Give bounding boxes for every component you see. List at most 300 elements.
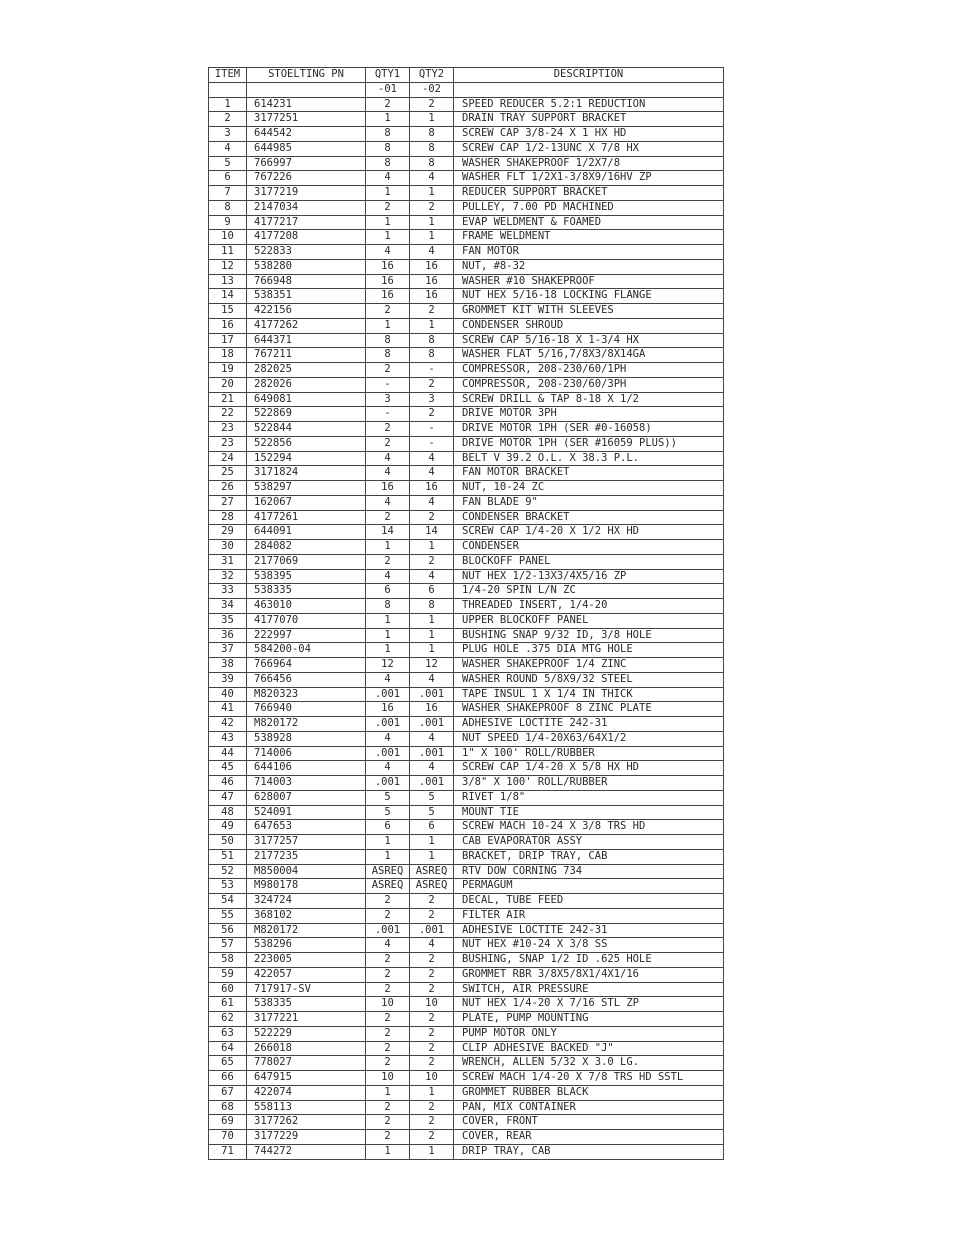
parts-list-table: [208, 67, 724, 1160]
cell-stoelting-pn: 524091: [247, 805, 366, 820]
cell-stoelting-pn: 714006: [247, 746, 366, 761]
cell-qty2: 2: [410, 377, 454, 392]
cell-description: CLIP ADHESIVE BACKED "J": [454, 1041, 724, 1056]
cell-item: 22: [209, 407, 247, 422]
cell-qty1: 16: [366, 259, 410, 274]
cell-item: 36: [209, 628, 247, 643]
cell-qty2: -: [410, 363, 454, 378]
cell-description: DRIP TRAY, CAB: [454, 1144, 724, 1159]
cell-qty2: 8: [410, 348, 454, 363]
cell-description: NUT HEX #10-24 X 3/8 SS: [454, 938, 724, 953]
cell-qty1: 2: [366, 554, 410, 569]
cell-qty2: .001: [410, 776, 454, 791]
cell-item: 34: [209, 599, 247, 614]
cell-description: COVER, REAR: [454, 1130, 724, 1145]
cell-qty1: 1: [366, 643, 410, 658]
table-row: [209, 953, 724, 968]
cell-qty1: 16: [366, 274, 410, 289]
cell-item: 21: [209, 392, 247, 407]
cell-item: 45: [209, 761, 247, 776]
cell-stoelting-pn: 767211: [247, 348, 366, 363]
cell-qty1: .001: [366, 687, 410, 702]
cell-item: 3: [209, 127, 247, 142]
cell-qty2: 8: [410, 333, 454, 348]
cell-qty2: 1: [410, 540, 454, 555]
cell-item: 40: [209, 687, 247, 702]
cell-qty2: .001: [410, 923, 454, 938]
cell-qty2: 1: [410, 643, 454, 658]
cell-stoelting-pn: 422057: [247, 967, 366, 982]
cell-qty2: -: [410, 422, 454, 437]
cell-qty1: 1: [366, 230, 410, 245]
table-row: [209, 1071, 724, 1086]
cell-item: 15: [209, 304, 247, 319]
cell-item: 18: [209, 348, 247, 363]
cell-stoelting-pn: 3177251: [247, 112, 366, 127]
cell-qty1: 2: [366, 1130, 410, 1145]
cell-qty2: 1: [410, 112, 454, 127]
table-row: [209, 584, 724, 599]
cell-item: 52: [209, 864, 247, 879]
cell-description: CONDENSER: [454, 540, 724, 555]
parts-table-body: [209, 97, 724, 1159]
cell-stoelting-pn: 766964: [247, 658, 366, 673]
cell-description: WASHER FLT 1/2X1-3/8X9/16HV ZP: [454, 171, 724, 186]
table-row: [209, 392, 724, 407]
cell-qty2: 1: [410, 835, 454, 850]
cell-item: 5: [209, 156, 247, 171]
cell-qty1: 8: [366, 348, 410, 363]
cell-item: 31: [209, 554, 247, 569]
cell-stoelting-pn: 649081: [247, 392, 366, 407]
cell-qty2: 16: [410, 259, 454, 274]
table-row: [209, 377, 724, 392]
cell-qty1: 6: [366, 584, 410, 599]
cell-qty2: 2: [410, 554, 454, 569]
cell-stoelting-pn: 2147034: [247, 200, 366, 215]
cell-qty1: 2: [366, 982, 410, 997]
cell-qty1: 4: [366, 761, 410, 776]
header-item: ITEM: [209, 68, 247, 83]
cell-qty1: 4: [366, 245, 410, 260]
cell-item: 10: [209, 230, 247, 245]
cell-qty1: 2: [366, 1115, 410, 1130]
cell-description: WASHER SHAKEPROOF 1/4 ZINC: [454, 658, 724, 673]
cell-description: GROMMET RBR 3/8X5/8X1/4X1/16: [454, 967, 724, 982]
cell-stoelting-pn: 538280: [247, 259, 366, 274]
cell-description: PERMAGUM: [454, 879, 724, 894]
cell-qty1: .001: [366, 717, 410, 732]
table-row: [209, 200, 724, 215]
cell-qty2: 2: [410, 510, 454, 525]
cell-item: 62: [209, 1012, 247, 1027]
cell-qty1: 5: [366, 805, 410, 820]
cell-description: SWITCH, AIR PRESSURE: [454, 982, 724, 997]
table-row: [209, 348, 724, 363]
table-row: [209, 304, 724, 319]
cell-stoelting-pn: 538335: [247, 997, 366, 1012]
cell-qty1: 2: [366, 510, 410, 525]
cell-qty2: 2: [410, 97, 454, 112]
cell-item: 13: [209, 274, 247, 289]
table-row: [209, 451, 724, 466]
cell-stoelting-pn: M820323: [247, 687, 366, 702]
cell-stoelting-pn: 714003: [247, 776, 366, 791]
cell-description: GROMMET RUBBER BLACK: [454, 1085, 724, 1100]
cell-description: PLATE, PUMP MOUNTING: [454, 1012, 724, 1027]
cell-qty1: -: [366, 407, 410, 422]
cell-description: FAN MOTOR BRACKET: [454, 466, 724, 481]
table-row: [209, 761, 724, 776]
cell-description: 1" X 100' ROLL/RUBBER: [454, 746, 724, 761]
cell-stoelting-pn: 4177217: [247, 215, 366, 230]
cell-item: 28: [209, 510, 247, 525]
cell-qty1: 5: [366, 790, 410, 805]
cell-qty2: 2: [410, 1056, 454, 1071]
cell-stoelting-pn: 2177235: [247, 849, 366, 864]
table-row: [209, 1056, 724, 1071]
cell-item: 57: [209, 938, 247, 953]
cell-stoelting-pn: 522856: [247, 436, 366, 451]
subheader-item-empty: [209, 82, 247, 97]
table-row: [209, 613, 724, 628]
cell-qty1: 1: [366, 849, 410, 864]
cell-qty1: 2: [366, 1056, 410, 1071]
cell-qty1: 2: [366, 200, 410, 215]
table-row: [209, 894, 724, 909]
cell-qty2: 1: [410, 1085, 454, 1100]
cell-qty2: 5: [410, 790, 454, 805]
table-row: [209, 1144, 724, 1159]
table-row: [209, 746, 724, 761]
cell-stoelting-pn: M850004: [247, 864, 366, 879]
cell-qty1: .001: [366, 746, 410, 761]
cell-description: WASHER #10 SHAKEPROOF: [454, 274, 724, 289]
header-qty2: QTY2: [410, 68, 454, 83]
cell-qty2: 2: [410, 304, 454, 319]
cell-qty2: 6: [410, 820, 454, 835]
cell-qty1: 10: [366, 997, 410, 1012]
cell-stoelting-pn: 3177262: [247, 1115, 366, 1130]
cell-qty2: 1: [410, 318, 454, 333]
cell-item: 66: [209, 1071, 247, 1086]
cell-qty1: 2: [366, 1012, 410, 1027]
cell-item: 46: [209, 776, 247, 791]
cell-description: 1/4-20 SPIN L/N ZC: [454, 584, 724, 599]
cell-item: 63: [209, 1026, 247, 1041]
table-row: [209, 525, 724, 540]
cell-stoelting-pn: 538297: [247, 481, 366, 496]
table-row: [209, 687, 724, 702]
cell-qty1: 2: [366, 304, 410, 319]
cell-qty2: 4: [410, 731, 454, 746]
cell-description: WASHER FLAT 5/16,7/8X3/8X14GA: [454, 348, 724, 363]
table-row: [209, 864, 724, 879]
cell-description: DECAL, TUBE FEED: [454, 894, 724, 909]
cell-item: 27: [209, 495, 247, 510]
cell-stoelting-pn: 767226: [247, 171, 366, 186]
cell-description: WASHER ROUND 5/8X9/32 STEEL: [454, 672, 724, 687]
cell-qty1: 1: [366, 835, 410, 850]
cell-stoelting-pn: 4177261: [247, 510, 366, 525]
cell-stoelting-pn: 522869: [247, 407, 366, 422]
subheader-pn-empty: [247, 82, 366, 97]
cell-stoelting-pn: 778027: [247, 1056, 366, 1071]
table-row: [209, 1026, 724, 1041]
cell-qty2: 8: [410, 141, 454, 156]
cell-item: 2: [209, 112, 247, 127]
cell-item: 55: [209, 908, 247, 923]
cell-description: BUSHING, SNAP 1/2 ID .625 HOLE: [454, 953, 724, 968]
table-row: [209, 835, 724, 850]
cell-qty2: 2: [410, 200, 454, 215]
cell-item: 37: [209, 643, 247, 658]
cell-qty1: 4: [366, 731, 410, 746]
cell-description: RTV DOW CORNING 734: [454, 864, 724, 879]
cell-item: 38: [209, 658, 247, 673]
cell-qty1: 2: [366, 1041, 410, 1056]
cell-qty2: 2: [410, 982, 454, 997]
header-description: DESCRIPTION: [454, 68, 724, 83]
table-row: [209, 717, 724, 732]
cell-qty2: 12: [410, 658, 454, 673]
cell-qty1: 12: [366, 658, 410, 673]
cell-item: 68: [209, 1100, 247, 1115]
cell-description: PAN, MIX CONTAINER: [454, 1100, 724, 1115]
cell-qty2: 6: [410, 584, 454, 599]
cell-stoelting-pn: 2177069: [247, 554, 366, 569]
cell-description: GROMMET KIT WITH SLEEVES: [454, 304, 724, 319]
cell-description: PUMP MOTOR ONLY: [454, 1026, 724, 1041]
cell-stoelting-pn: 644371: [247, 333, 366, 348]
table-row: [209, 540, 724, 555]
cell-qty2: 4: [410, 938, 454, 953]
cell-stoelting-pn: 766456: [247, 672, 366, 687]
cell-item: 23: [209, 422, 247, 437]
cell-description: SCREW MACH 10-24 X 3/8 TRS HD: [454, 820, 724, 835]
cell-description: FRAME WELDMENT: [454, 230, 724, 245]
cell-description: DRIVE MOTOR 3PH: [454, 407, 724, 422]
table-row: [209, 702, 724, 717]
cell-item: 23: [209, 436, 247, 451]
cell-item: 43: [209, 731, 247, 746]
subheader-description-empty: [454, 82, 724, 97]
cell-qty1: 2: [366, 1100, 410, 1115]
table-row: [209, 466, 724, 481]
cell-qty1: 10: [366, 1071, 410, 1086]
table-row: [209, 938, 724, 953]
cell-stoelting-pn: 522229: [247, 1026, 366, 1041]
cell-stoelting-pn: 3171824: [247, 466, 366, 481]
cell-qty2: 4: [410, 672, 454, 687]
cell-qty1: 14: [366, 525, 410, 540]
cell-qty1: .001: [366, 923, 410, 938]
cell-qty2: 2: [410, 1115, 454, 1130]
table-row: [209, 156, 724, 171]
cell-qty2: 4: [410, 569, 454, 584]
cell-qty1: 4: [366, 451, 410, 466]
cell-qty1: 3: [366, 392, 410, 407]
cell-item: 47: [209, 790, 247, 805]
cell-description: DRAIN TRAY SUPPORT BRACKET: [454, 112, 724, 127]
cell-qty2: 1: [410, 230, 454, 245]
cell-item: 24: [209, 451, 247, 466]
cell-stoelting-pn: 222997: [247, 628, 366, 643]
cell-qty2: 2: [410, 908, 454, 923]
cell-description: SPEED REDUCER 5.2:1 REDUCTION: [454, 97, 724, 112]
cell-qty1: 16: [366, 481, 410, 496]
cell-stoelting-pn: 3177257: [247, 835, 366, 850]
table-row: [209, 731, 724, 746]
cell-item: 7: [209, 186, 247, 201]
cell-qty1: 1: [366, 1144, 410, 1159]
table-row: [209, 776, 724, 791]
table-row: [209, 1130, 724, 1145]
cell-qty2: 16: [410, 481, 454, 496]
cell-item: 41: [209, 702, 247, 717]
cell-item: 65: [209, 1056, 247, 1071]
cell-qty2: 4: [410, 495, 454, 510]
cell-item: 33: [209, 584, 247, 599]
cell-item: 6: [209, 171, 247, 186]
cell-description: PLUG HOLE .375 DIA MTG HOLE: [454, 643, 724, 658]
cell-qty2: 4: [410, 451, 454, 466]
table-row: [209, 422, 724, 437]
cell-description: CAB EVAPORATOR ASSY: [454, 835, 724, 850]
cell-description: FILTER AIR: [454, 908, 724, 923]
cell-item: 71: [209, 1144, 247, 1159]
cell-qty2: 10: [410, 997, 454, 1012]
cell-item: 59: [209, 967, 247, 982]
cell-qty1: .001: [366, 776, 410, 791]
table-row: [209, 569, 724, 584]
cell-description: BLOCKOFF PANEL: [454, 554, 724, 569]
table-row: [209, 186, 724, 201]
cell-description: DRIVE MOTOR 1PH (SER #0-16058): [454, 422, 724, 437]
cell-qty1: 4: [366, 569, 410, 584]
cell-stoelting-pn: 422156: [247, 304, 366, 319]
cell-stoelting-pn: 284082: [247, 540, 366, 555]
cell-item: 32: [209, 569, 247, 584]
table-row: [209, 318, 724, 333]
cell-description: THREADED INSERT, 1/4-20: [454, 599, 724, 614]
cell-qty2: 8: [410, 127, 454, 142]
cell-qty2: 5: [410, 805, 454, 820]
cell-stoelting-pn: 644091: [247, 525, 366, 540]
cell-stoelting-pn: 368102: [247, 908, 366, 923]
cell-description: EVAP WELDMENT & FOAMED: [454, 215, 724, 230]
cell-qty1: 2: [366, 953, 410, 968]
cell-description: SCREW MACH 1/4-20 X 7/8 TRS HD SSTL: [454, 1071, 724, 1086]
cell-qty1: 16: [366, 289, 410, 304]
cell-description: WRENCH, ALLEN 5/32 X 3.0 LG.: [454, 1056, 724, 1071]
table-row: [209, 141, 724, 156]
cell-qty2: 4: [410, 761, 454, 776]
cell-qty2: 2: [410, 1041, 454, 1056]
cell-stoelting-pn: 4177262: [247, 318, 366, 333]
cell-stoelting-pn: 282025: [247, 363, 366, 378]
cell-description: COVER, FRONT: [454, 1115, 724, 1130]
cell-stoelting-pn: 744272: [247, 1144, 366, 1159]
cell-stoelting-pn: 644985: [247, 141, 366, 156]
cell-qty1: 1: [366, 112, 410, 127]
cell-qty2: 14: [410, 525, 454, 540]
cell-qty1: 1: [366, 186, 410, 201]
cell-qty1: 16: [366, 702, 410, 717]
cell-description: ADHESIVE LOCTITE 242-31: [454, 923, 724, 938]
cell-description: SCREW CAP 1/4-20 X 5/8 HX HD: [454, 761, 724, 776]
cell-qty1: 8: [366, 127, 410, 142]
table-row: [209, 997, 724, 1012]
cell-stoelting-pn: 538351: [247, 289, 366, 304]
cell-description: SCREW CAP 3/8-24 X 1 HX HD: [454, 127, 724, 142]
cell-qty2: 2: [410, 953, 454, 968]
table-row: [209, 363, 724, 378]
cell-stoelting-pn: M820172: [247, 717, 366, 732]
cell-description: MOUNT TIE: [454, 805, 724, 820]
table-row: [209, 112, 724, 127]
cell-stoelting-pn: 766940: [247, 702, 366, 717]
cell-qty2: -: [410, 436, 454, 451]
table-row: [209, 510, 724, 525]
cell-qty2: 8: [410, 156, 454, 171]
cell-item: 20: [209, 377, 247, 392]
cell-qty1: 4: [366, 495, 410, 510]
cell-qty2: 4: [410, 466, 454, 481]
cell-item: 49: [209, 820, 247, 835]
cell-description: SCREW CAP 1/2-13UNC X 7/8 HX: [454, 141, 724, 156]
cell-item: 53: [209, 879, 247, 894]
table-row: [209, 495, 724, 510]
cell-stoelting-pn: 538335: [247, 584, 366, 599]
cell-item: 12: [209, 259, 247, 274]
cell-item: 26: [209, 481, 247, 496]
header-stoelting-pn: STOELTING PN: [247, 68, 366, 83]
cell-qty1: 4: [366, 672, 410, 687]
cell-qty2: 10: [410, 1071, 454, 1086]
table-row: [209, 97, 724, 112]
cell-qty2: .001: [410, 746, 454, 761]
cell-description: ADHESIVE LOCTITE 242-31: [454, 717, 724, 732]
cell-stoelting-pn: 463010: [247, 599, 366, 614]
cell-qty1: 8: [366, 599, 410, 614]
cell-qty1: 1: [366, 1085, 410, 1100]
cell-description: NUT HEX 1/2-13X3/4X5/16 ZP: [454, 569, 724, 584]
cell-qty1: 2: [366, 422, 410, 437]
cell-stoelting-pn: 522844: [247, 422, 366, 437]
cell-stoelting-pn: 717917-SV: [247, 982, 366, 997]
cell-qty1: ASREQ: [366, 879, 410, 894]
table-row: [209, 1012, 724, 1027]
cell-qty1: 1: [366, 613, 410, 628]
table-row: [209, 171, 724, 186]
cell-item: 44: [209, 746, 247, 761]
cell-stoelting-pn: 584200-04: [247, 643, 366, 658]
table-row: [209, 658, 724, 673]
table-row: [209, 923, 724, 938]
cell-description: FAN MOTOR: [454, 245, 724, 260]
cell-description: 3/8" X 100' ROLL/RUBBER: [454, 776, 724, 791]
table-row: [209, 820, 724, 835]
cell-item: 14: [209, 289, 247, 304]
table-row: [209, 1085, 724, 1100]
cell-description: NUT HEX 5/16-18 LOCKING FLANGE: [454, 289, 724, 304]
cell-description: NUT SPEED 1/4-20X63/64X1/2: [454, 731, 724, 746]
cell-stoelting-pn: 3177219: [247, 186, 366, 201]
cell-description: BUSHING SNAP 9/32 ID, 3/8 HOLE: [454, 628, 724, 643]
cell-description: PULLEY, 7.00 PD MACHINED: [454, 200, 724, 215]
cell-item: 17: [209, 333, 247, 348]
